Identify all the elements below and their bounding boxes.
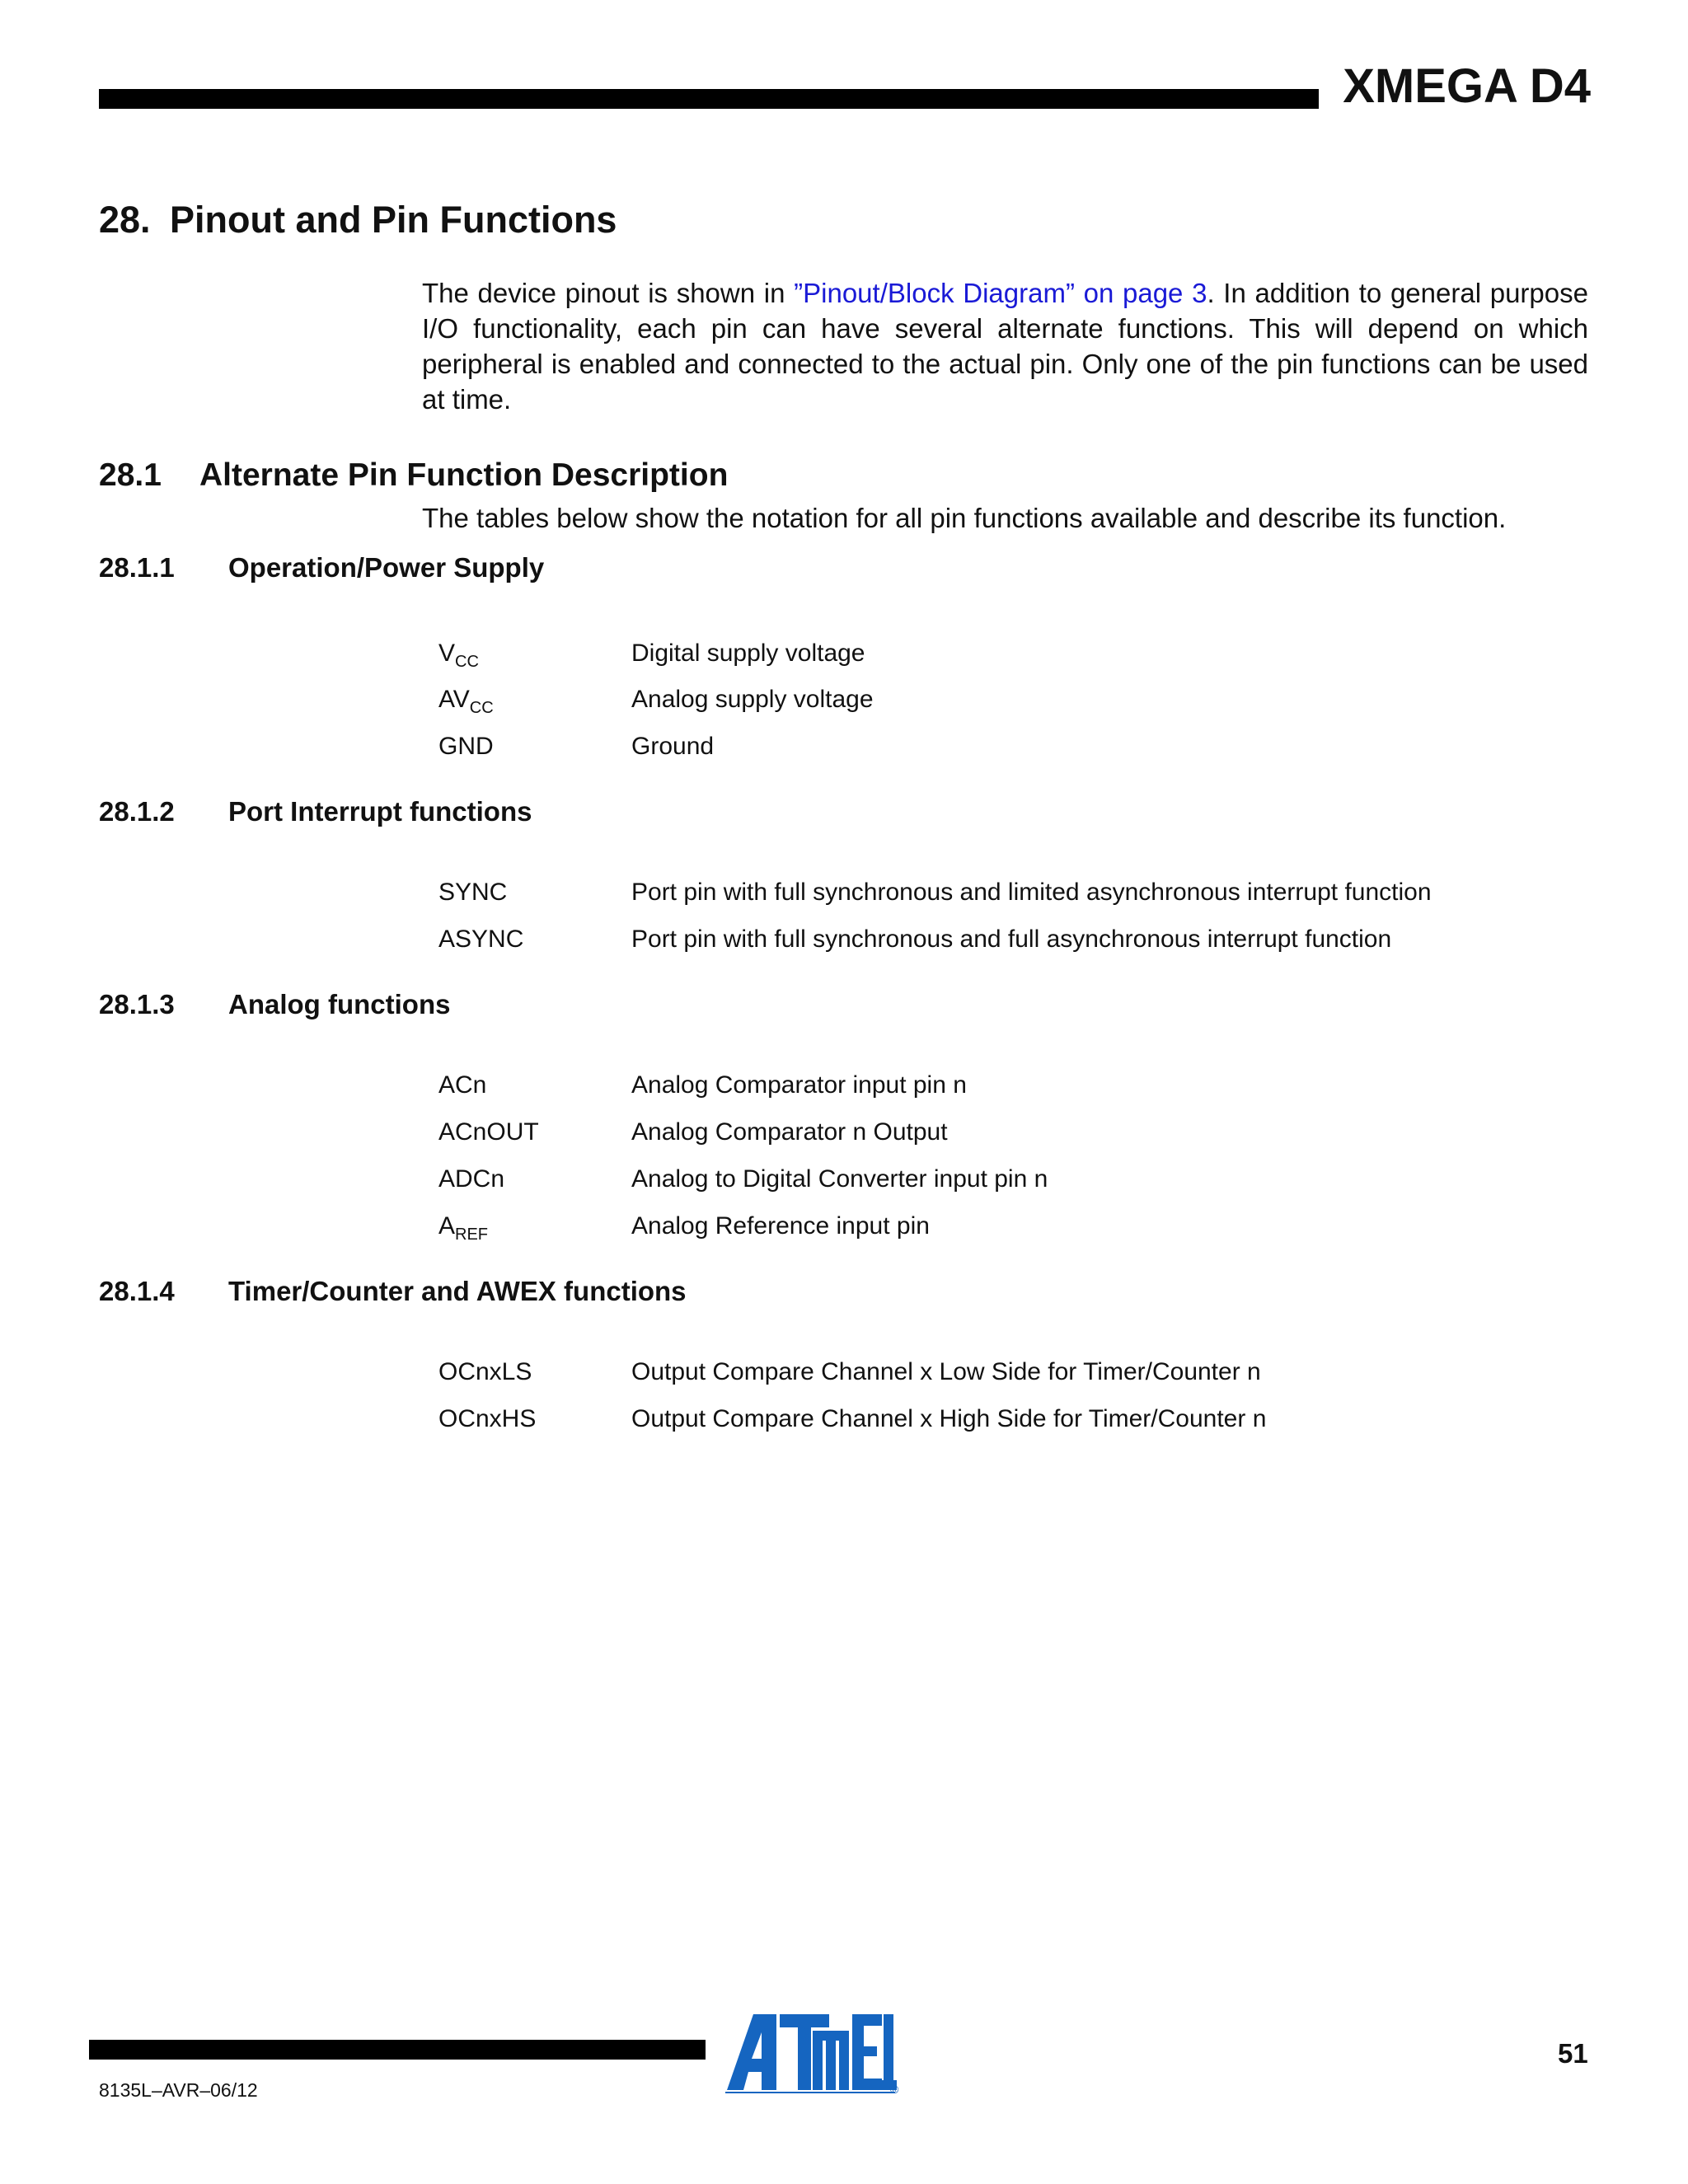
pin-description: Digital supply voltage <box>631 640 865 667</box>
intro-text-before-link: The device pinout is shown in <box>422 278 795 308</box>
pin-symbol: ACnOUT <box>438 1118 539 1146</box>
footer-rule <box>89 2040 706 2060</box>
group-title: Port Interrupt functions <box>228 796 532 827</box>
pin-symbol: $V_{CC}$ <box>438 640 479 671</box>
pin-description: Output Compare Channel x High Side for Timer/Counter n <box>631 1405 1267 1432</box>
intro-paragraph <box>422 275 1588 417</box>
pin-symbol: SYNC <box>438 879 508 906</box>
pin-symbol: ACn <box>438 1071 487 1099</box>
section-heading <box>99 199 617 241</box>
section-title: Pinout and Pin Functions <box>170 199 617 241</box>
subsection-description: The tables below show the notation for all pin functions available and describe its function. <box>422 503 1507 533</box>
group-number: 28.1.3 <box>99 989 175 1019</box>
subsection-title: Alternate Pin Function Description <box>199 457 729 493</box>
pin-symbol: OCnxHS <box>438 1405 537 1432</box>
page-number: 51 <box>1558 2038 1588 2069</box>
subsection-heading <box>99 459 728 491</box>
group-heading-operation-power-supply <box>99 554 544 581</box>
intro-text-after-link: . In addition to general purpose I/O functionality, each pin can have several alternate functions. This will depend on which peripheral is enabled and connected to the actual pin. Only one of the pin functions can be used at time. <box>422 278 1588 415</box>
pinout-block-diagram-link[interactable]: ”Pinout/Block Diagram” on page 3 <box>794 278 1207 308</box>
pin-symbol: OCnxLS <box>438 1358 532 1385</box>
pin-description: Output Compare Channel x Low Side for Timer/Counter n <box>631 1358 1261 1385</box>
document-code: 8135L–AVR–06/12 <box>99 2079 258 2101</box>
group-title: Operation/Power Supply <box>228 552 545 583</box>
pin-description: Ground <box>631 733 715 760</box>
atmel-logo-mark <box>725 2011 898 2093</box>
subsection-number: 28.1 <box>99 457 162 493</box>
pin-description: Port pin with full synchronous and limited asynchronous interrupt function <box>631 879 1432 906</box>
svg-text:®: ® <box>890 2083 898 2093</box>
pin-description: Analog Reference input pin <box>631 1212 930 1240</box>
group-number: 28.1.1 <box>99 552 175 583</box>
pin-symbol: $A_{REF}$ <box>438 1212 489 1244</box>
pin-description: Analog Comparator input pin n <box>631 1071 967 1099</box>
pin-symbol: GND <box>438 733 494 760</box>
group-title: Analog functions <box>228 989 451 1019</box>
pin-description: Port pin with full synchronous and full asynchronous interrupt function <box>631 926 1392 953</box>
document-title: XMEGA D4 <box>1343 59 1591 113</box>
group-number: 28.1.4 <box>99 1276 175 1306</box>
pin-description: Analog Comparator n Output <box>631 1118 948 1146</box>
group-number: 28.1.2 <box>99 796 175 827</box>
group-heading-port-interrupt <box>99 798 532 825</box>
pin-symbol: $AV_{CC}$ <box>438 686 494 717</box>
group-heading-analog <box>99 991 450 1018</box>
pin-symbol: ADCn <box>438 1165 505 1193</box>
header-rule <box>99 89 1319 109</box>
pin-symbol: ASYNC <box>438 926 524 953</box>
group-title: Timer/Counter and AWEX functions <box>228 1276 687 1306</box>
atmel-logo <box>725 2011 898 2097</box>
section-number: 28. <box>99 199 151 241</box>
pin-description: Analog supply voltage <box>631 686 874 713</box>
pin-description: Analog to Digital Converter input pin n <box>631 1165 1048 1193</box>
group-heading-timer-counter-awex <box>99 1277 687 1305</box>
